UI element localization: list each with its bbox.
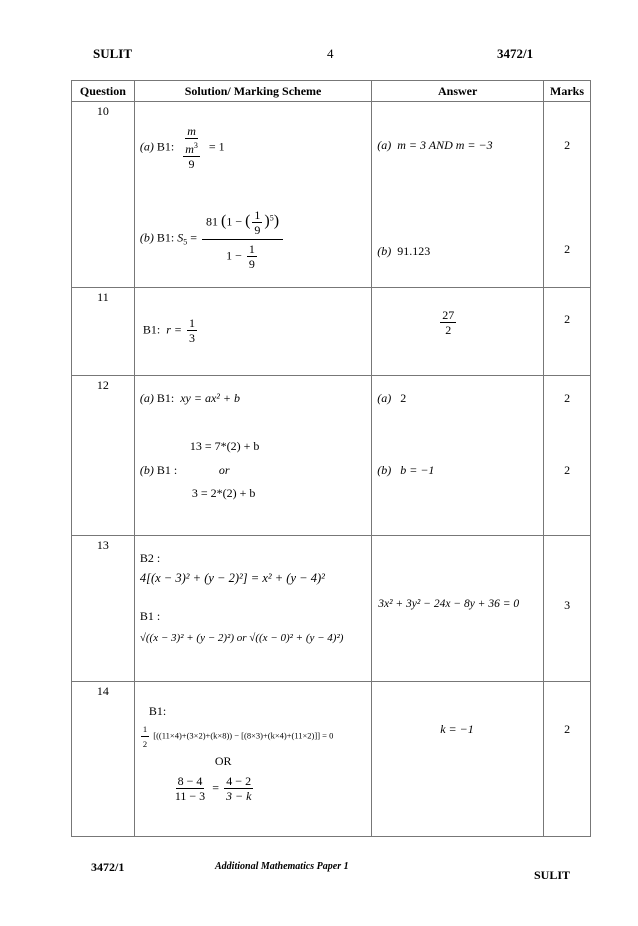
numerator: 1 [248, 242, 255, 256]
fraction [187, 316, 197, 345]
fraction [247, 242, 257, 271]
sum-subscript: 5 [183, 237, 188, 247]
answer-value: 91.123 [397, 244, 431, 258]
q12b-line1: 13 = 7*(2) + b [189, 439, 260, 453]
question-number: 11 [72, 288, 135, 376]
answer-cell [372, 102, 544, 288]
answer-value: k = −1 [440, 722, 474, 736]
coefficient: 81 [205, 214, 218, 229]
q12a-solution [140, 391, 240, 406]
numerator: 1 [254, 208, 261, 222]
b2-label: B2 : [139, 551, 161, 565]
answer-value: 3x² + 3y² − 24x − 8y + 36 = 0 [378, 598, 520, 610]
part-label: (b) [377, 463, 392, 477]
numerator: 27 [442, 308, 455, 322]
marks-cell [544, 376, 591, 536]
fraction-half [141, 722, 149, 751]
answer-cell [372, 288, 544, 376]
numerator: 1 [141, 722, 149, 737]
denominator: 11 − 3 [174, 789, 206, 803]
fraction [224, 774, 253, 803]
rhs: = 1 [208, 139, 225, 154]
part-label: (a) [377, 138, 392, 152]
q12a-answer [377, 391, 406, 406]
denominator: 2 [445, 323, 452, 337]
q11-solution [143, 316, 199, 345]
numerator: 81 (1 − ( $\frac{1}{9}$ )$^5$) [202, 206, 283, 240]
answer-cell [372, 682, 544, 837]
fraction [183, 139, 200, 171]
header-left: SULIT [93, 46, 133, 61]
b1-expression-row [139, 722, 333, 751]
answer-value: b = −1 [400, 463, 435, 477]
numerator: m [187, 124, 196, 138]
q10a-answer [377, 138, 492, 153]
lhs: r = [166, 322, 182, 337]
q10a-solution [140, 124, 225, 171]
marks: 3 [564, 598, 571, 612]
marks: 2 [564, 312, 571, 326]
denominator: 2 [142, 739, 148, 749]
part-label: (b) [139, 230, 154, 245]
question-number: 12 [72, 376, 135, 536]
marks-a: 2 [564, 391, 571, 405]
fraction [252, 208, 262, 237]
fraction [179, 124, 204, 171]
footer-right: SULIT [534, 868, 571, 882]
q10b-answer [377, 244, 430, 259]
col-question: Question [72, 81, 135, 102]
denominator: 3 − k [225, 789, 252, 803]
fraction [202, 206, 283, 271]
table-header-row [72, 81, 591, 102]
marks-cell [544, 536, 591, 682]
denominator: 3 [188, 331, 195, 345]
solution-cell [134, 288, 371, 376]
marks-cell [544, 682, 591, 837]
numerator: 1 [188, 316, 195, 330]
question-number: 10 [72, 102, 135, 288]
q12b-or: or [218, 463, 230, 477]
q12b-line2: 3 = 2*(2) + b [191, 486, 256, 500]
part-label: (a) [377, 391, 392, 405]
marks-a: 2 [564, 138, 571, 152]
part-label: (b) [377, 244, 392, 258]
b1-expression: [((11×4)+(3×2)+(k×8)) − [(8×3)+(k×4)+(11×2)]] = 0 [153, 730, 334, 741]
answer-value: m = 3 AND m = −3 [397, 138, 493, 152]
marking-scheme-table [71, 80, 591, 837]
q11-answer [438, 308, 458, 337]
solution-cell [134, 102, 371, 288]
question-number: 13 [72, 536, 135, 682]
q12b-answer [377, 463, 434, 478]
part-label: (b) [139, 463, 154, 477]
exponent: 5 [269, 213, 274, 223]
base: m [185, 142, 194, 156]
table-row [72, 682, 591, 837]
marks-cell [544, 288, 591, 376]
b-label: B1: [142, 322, 161, 337]
marks-b: 2 [564, 463, 571, 477]
b2-expression: 4[(x − 3)² + (y − 2)²] = x² + (y − 4)² [139, 571, 325, 585]
b1-label: B1: [148, 704, 167, 718]
marks-cell [544, 102, 591, 288]
table-row [72, 288, 591, 376]
inner-term: 1 − [226, 214, 243, 229]
col-answer: Answer [372, 81, 544, 102]
solution-cell [134, 376, 371, 536]
denominator: 9 [254, 223, 261, 237]
b1-expression: √((x − 3)² + (y − 2)²) or √((x − 0)² + (y − 4)²) [139, 632, 344, 644]
numerator: 4 − 2 [226, 774, 252, 788]
or-label: OR [214, 754, 232, 768]
col-solution: Solution/ Marking Scheme [134, 81, 371, 102]
footer-left: 3472/1 [91, 860, 125, 874]
equals: = [190, 230, 197, 245]
table-row [72, 376, 591, 536]
marks: 2 [564, 722, 571, 736]
answer-value: 2 [400, 391, 407, 405]
denominator: 9 [248, 257, 255, 271]
denominator [224, 240, 261, 271]
part-label: (a) [139, 391, 154, 405]
denominator: 9 [188, 157, 195, 171]
fraction [440, 308, 456, 337]
b-label: B1: [156, 230, 175, 245]
question-number: 14 [72, 682, 135, 837]
marks-b: 2 [564, 242, 571, 256]
sum-symbol: S [177, 230, 184, 245]
denominator [179, 139, 204, 171]
numerator [183, 139, 200, 157]
ratio-equation [171, 774, 256, 803]
fraction [173, 774, 207, 803]
b-label: B1: [156, 139, 175, 154]
solution-cell [134, 536, 371, 682]
footer-center: Additional Mathematics Paper 1 [215, 861, 349, 872]
page-number: 4 [327, 46, 334, 61]
table-row [72, 536, 591, 682]
part-label: (a) [139, 139, 154, 154]
col-marks: Marks [544, 81, 591, 102]
b1-label: B1 : [139, 609, 161, 623]
expression: xy = ax² + b [180, 391, 240, 405]
exponent: 3 [193, 141, 198, 150]
solution-cell [134, 682, 371, 837]
numerator: 8 − 4 [177, 774, 203, 788]
den-term: 1 − [226, 248, 242, 263]
q12b-label-row [140, 463, 177, 478]
b-label: B1 : [156, 463, 178, 477]
header-right: 3472/1 [497, 46, 534, 61]
answer-cell [372, 376, 544, 536]
equals: = [212, 780, 219, 795]
q10b-solution [140, 206, 285, 271]
answer-cell [372, 536, 544, 682]
b-label: B1: [156, 391, 175, 405]
table-row [72, 102, 591, 288]
